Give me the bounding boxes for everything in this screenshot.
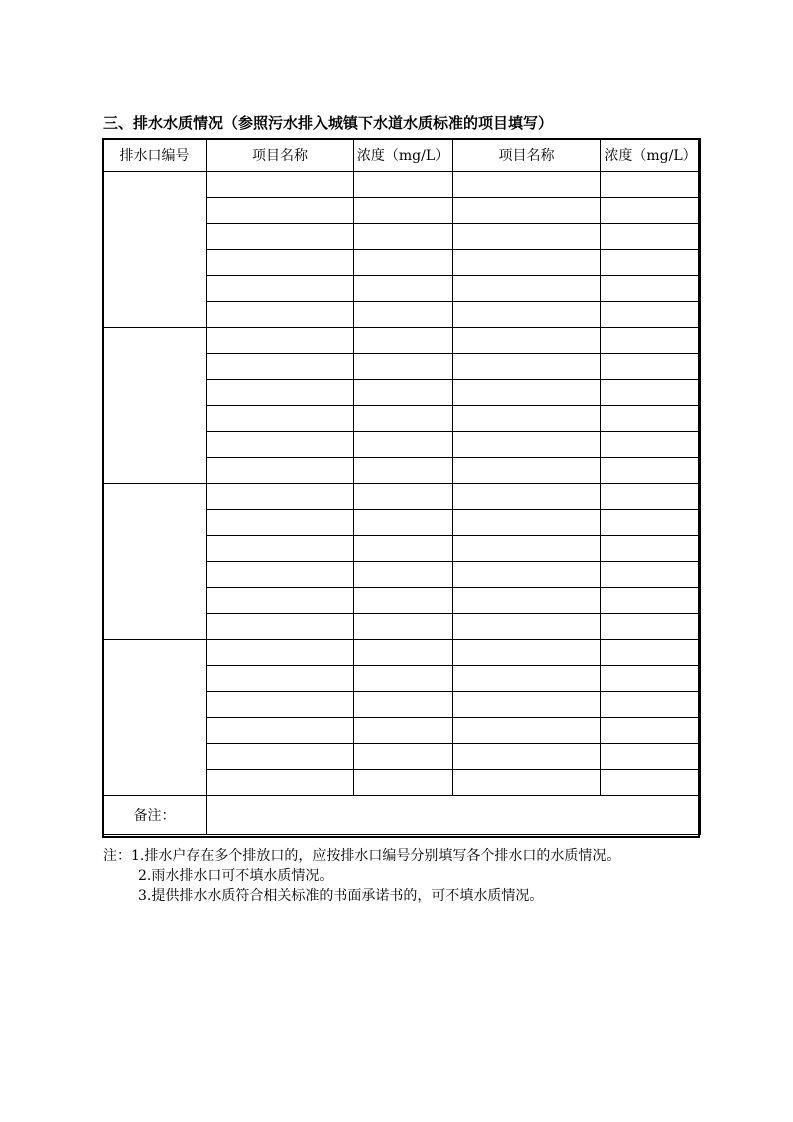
item-name-cell[interactable]: [207, 432, 354, 458]
concentration-cell[interactable]: [354, 484, 453, 510]
outlet-no-cell[interactable]: [103, 484, 207, 640]
outlet-no-cell[interactable]: [103, 328, 207, 484]
item-name-cell[interactable]: [453, 770, 601, 796]
notes: [103, 846, 620, 906]
item-name-cell[interactable]: [207, 692, 354, 718]
concentration-cell[interactable]: [354, 458, 453, 484]
concentration-cell[interactable]: [601, 510, 701, 536]
item-name-cell[interactable]: [207, 276, 354, 302]
concentration-cell[interactable]: [601, 458, 701, 484]
concentration-cell[interactable]: [601, 744, 701, 770]
item-name-cell[interactable]: [453, 328, 601, 354]
item-name-cell[interactable]: [207, 770, 354, 796]
header-concentration-2: 浓度（mg/L）: [601, 139, 701, 172]
item-name-cell[interactable]: [453, 458, 601, 484]
concentration-cell[interactable]: [354, 718, 453, 744]
item-name-cell[interactable]: [207, 354, 354, 380]
concentration-cell[interactable]: [354, 744, 453, 770]
item-name-cell[interactable]: [207, 302, 354, 328]
item-name-cell[interactable]: [207, 406, 354, 432]
item-name-cell[interactable]: [207, 744, 354, 770]
concentration-cell[interactable]: [354, 666, 453, 692]
concentration-cell[interactable]: [354, 302, 453, 328]
note-1: 注：1.排水户存在多个排放口的，应按排水口编号分别填写各个排水口的水质情况。: [103, 848, 621, 864]
item-name-cell[interactable]: [207, 640, 354, 666]
concentration-cell[interactable]: [354, 250, 453, 276]
concentration-cell[interactable]: [354, 432, 453, 458]
item-name-cell[interactable]: [453, 172, 601, 198]
item-name-cell[interactable]: [207, 718, 354, 744]
item-name-cell[interactable]: [207, 614, 354, 640]
item-name-cell[interactable]: [453, 744, 601, 770]
outlet-no-cell[interactable]: [103, 640, 207, 796]
concentration-cell[interactable]: [601, 770, 701, 796]
table-row: [103, 640, 701, 666]
header-item-name-2: 项目名称: [453, 139, 601, 172]
concentration-cell[interactable]: [601, 250, 701, 276]
item-name-cell[interactable]: [207, 484, 354, 510]
concentration-cell[interactable]: [601, 432, 701, 458]
remark-row: [103, 796, 701, 835]
item-name-cell[interactable]: [453, 562, 601, 588]
header-item-name-1: 项目名称: [207, 139, 354, 172]
table-row: [103, 172, 701, 198]
item-name-cell[interactable]: [453, 536, 601, 562]
concentration-cell[interactable]: [354, 770, 453, 796]
concentration-cell[interactable]: [354, 562, 453, 588]
concentration-cell[interactable]: [601, 640, 701, 666]
item-name-cell[interactable]: [453, 666, 601, 692]
table-header-row: [103, 139, 701, 172]
concentration-cell[interactable]: [601, 484, 701, 510]
concentration-cell[interactable]: [354, 380, 453, 406]
item-name-cell[interactable]: [453, 198, 601, 224]
concentration-cell[interactable]: [354, 510, 453, 536]
remark-field[interactable]: [207, 796, 701, 835]
water-quality-table: [102, 138, 701, 835]
concentration-cell[interactable]: [354, 640, 453, 666]
concentration-cell[interactable]: [354, 198, 453, 224]
item-name-cell[interactable]: [453, 406, 601, 432]
item-name-cell[interactable]: [453, 718, 601, 744]
concentration-cell[interactable]: [601, 666, 701, 692]
item-name-cell[interactable]: [453, 354, 601, 380]
table-row: [103, 328, 701, 354]
concentration-cell[interactable]: [601, 328, 701, 354]
item-name-cell[interactable]: [453, 302, 601, 328]
concentration-cell[interactable]: [354, 406, 453, 432]
concentration-cell[interactable]: [354, 614, 453, 640]
concentration-cell[interactable]: [354, 692, 453, 718]
concentration-cell[interactable]: [601, 536, 701, 562]
concentration-cell[interactable]: [354, 588, 453, 614]
concentration-cell[interactable]: [354, 328, 453, 354]
item-name-cell[interactable]: [207, 380, 354, 406]
concentration-cell[interactable]: [601, 588, 701, 614]
item-name-cell[interactable]: [207, 328, 354, 354]
section-title: 三、排水水质情况（参照污水排入城镇下水道水质标准的项目填写）: [103, 114, 554, 132]
item-name-cell[interactable]: [207, 172, 354, 198]
header-outlet-no: 排水口编号: [103, 139, 207, 172]
concentration-cell[interactable]: [354, 172, 453, 198]
item-name-cell[interactable]: [207, 458, 354, 484]
item-name-cell[interactable]: [207, 562, 354, 588]
item-name-cell[interactable]: [453, 510, 601, 536]
header-concentration-1: 浓度（mg/L）: [354, 139, 453, 172]
concentration-cell[interactable]: [601, 692, 701, 718]
item-name-cell[interactable]: [207, 536, 354, 562]
item-name-cell[interactable]: [453, 692, 601, 718]
item-name-cell[interactable]: [207, 224, 354, 250]
table-row: [103, 484, 701, 510]
concentration-cell[interactable]: [354, 354, 453, 380]
item-name-cell[interactable]: [453, 588, 601, 614]
item-name-cell[interactable]: [453, 224, 601, 250]
outlet-no-cell[interactable]: [103, 172, 207, 328]
concentration-cell[interactable]: [601, 718, 701, 744]
concentration-cell[interactable]: [601, 172, 701, 198]
concentration-cell[interactable]: [601, 614, 701, 640]
item-name-cell[interactable]: [453, 484, 601, 510]
remark-label: 备注：: [103, 796, 207, 835]
item-name-cell[interactable]: [453, 250, 601, 276]
item-name-cell[interactable]: [453, 614, 601, 640]
concentration-cell[interactable]: [601, 302, 701, 328]
note-2: 2.雨水排水口可不填水质情况。: [138, 868, 334, 884]
concentration-cell[interactable]: [354, 224, 453, 250]
concentration-cell[interactable]: [601, 562, 701, 588]
concentration-cell[interactable]: [601, 224, 701, 250]
item-name-cell[interactable]: [207, 510, 354, 536]
item-name-cell[interactable]: [207, 588, 354, 614]
note-3: 3.提供排水水质符合相关标准的书面承诺书的，可不填水质情况。: [138, 888, 544, 904]
concentration-cell[interactable]: [601, 354, 701, 380]
concentration-cell[interactable]: [601, 198, 701, 224]
item-name-cell[interactable]: [453, 380, 601, 406]
concentration-cell[interactable]: [601, 406, 701, 432]
item-name-cell[interactable]: [207, 666, 354, 692]
concentration-cell[interactable]: [354, 276, 453, 302]
concentration-cell[interactable]: [601, 380, 701, 406]
item-name-cell[interactable]: [453, 432, 601, 458]
item-name-cell[interactable]: [453, 640, 601, 666]
item-name-cell[interactable]: [207, 198, 354, 224]
concentration-cell[interactable]: [601, 276, 701, 302]
item-name-cell[interactable]: [207, 250, 354, 276]
concentration-cell[interactable]: [354, 536, 453, 562]
item-name-cell[interactable]: [453, 276, 601, 302]
